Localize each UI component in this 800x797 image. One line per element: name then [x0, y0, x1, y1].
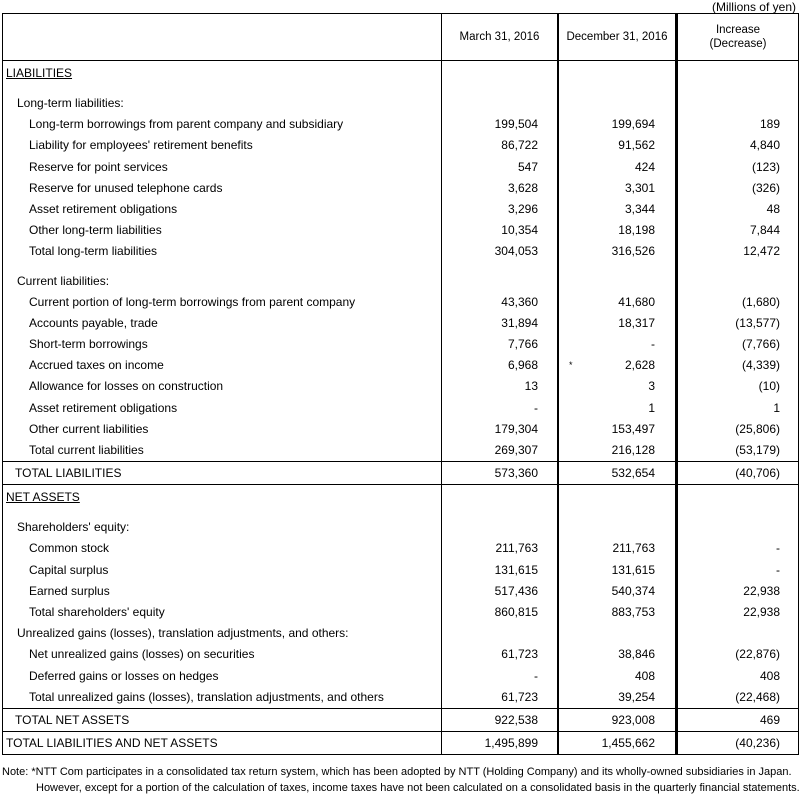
value-december: 532,654: [557, 462, 677, 484]
table-row: [3, 178, 798, 199]
row-label: TOTAL LIABILITIES: [15, 466, 122, 481]
row-label: Other long-term liabilities: [29, 223, 162, 238]
value-december: 424: [557, 157, 677, 178]
row-label: Current portion of long-term borrowings from parent company: [29, 294, 356, 309]
value-increase: 4,840: [677, 135, 798, 156]
value-increase: (40,236): [677, 732, 798, 754]
value-march: 10,354: [441, 220, 557, 241]
value-march: 86,722: [441, 135, 557, 156]
value-december: 883,753: [557, 602, 677, 623]
row-label: Asset retirement obligations: [29, 400, 178, 415]
table-row: [3, 376, 798, 397]
value-march: 61,723: [441, 687, 557, 708]
table-row: [3, 440, 798, 461]
units-label: (Millions of yen): [711, 0, 796, 14]
value-december: 18,317: [557, 313, 677, 334]
row-label: Accrued taxes on income: [29, 358, 164, 373]
value-march: 1,495,899: [441, 732, 557, 754]
value-increase: (4,339): [677, 355, 798, 376]
value-december: 41,680: [557, 292, 677, 313]
value-increase: 7,844: [677, 220, 798, 241]
value-december: 923,008: [557, 709, 677, 731]
value-march: 43,360: [441, 292, 557, 313]
value-increase: 48: [677, 199, 798, 220]
value-december: 216,128: [557, 440, 677, 461]
table-row: [3, 687, 798, 708]
value-march: 269,307: [441, 440, 557, 461]
table-row: [3, 581, 798, 602]
table-row: [3, 157, 798, 178]
value-december: 3,344: [557, 199, 677, 220]
value-march: 6,968: [441, 355, 557, 376]
row-label: Reserve for unused telephone cards: [29, 180, 223, 195]
footnote: [2, 764, 800, 796]
value-increase: (7,766): [677, 334, 798, 355]
unrealized-rows: [3, 644, 798, 708]
value-december: 199,694: [557, 114, 677, 135]
value-march: -: [441, 666, 557, 687]
table-row: [3, 602, 798, 623]
footnote-line-2: However, except for a portion of the calculation of taxes, income taxes have not been calculated on a consolidated basis in the quarterly financial statements.: [36, 782, 800, 794]
grand-total-row: [3, 732, 798, 754]
subsection-heading: [3, 517, 798, 538]
value-december: 38,846: [557, 644, 677, 665]
table-row: [3, 538, 798, 559]
value-december: 18,198: [557, 220, 677, 241]
long-term-heading: Long-term liabilities:: [17, 96, 124, 110]
table-row: [3, 355, 798, 376]
value-increase: (10): [677, 376, 798, 397]
value-march: 131,615: [441, 560, 557, 581]
value-march: 31,894: [441, 313, 557, 334]
value-march: 922,538: [441, 709, 557, 731]
header-increase-line2: (Decrease): [709, 38, 767, 50]
long-term-rows: [3, 114, 798, 262]
value-march: 7,766: [441, 334, 557, 355]
value-increase: 189: [677, 114, 798, 135]
table-row: [3, 666, 798, 687]
row-label: Total shareholders' equity: [29, 604, 165, 619]
header-december: December 31, 2016: [557, 14, 677, 60]
value-december: 316,526: [557, 241, 677, 262]
value-december: 3,301: [557, 178, 677, 199]
value-increase: (123): [677, 157, 798, 178]
row-label: Liability for employees' retirement benefits: [29, 138, 253, 153]
value-march: 517,436: [441, 581, 557, 602]
value-december: 91,562: [557, 135, 677, 156]
footnote-line-1: Note: *NTT Com participates in a consolidated tax return system, which has been adopted by NTT (Holding Company) and its wholly-owned subsidiaries in Japan.: [2, 766, 792, 778]
value-increase: 12,472: [677, 241, 798, 262]
value-december: 1: [557, 398, 677, 419]
value-increase: 22,938: [677, 602, 798, 623]
subsection-heading: [3, 623, 798, 644]
value-march: 61,723: [441, 644, 557, 665]
value-december: 153,497: [557, 419, 677, 440]
header-increase-line1: Increase: [715, 24, 761, 36]
row-label: Allowance for losses on construction: [29, 379, 224, 394]
value-december: 540,374: [557, 581, 677, 602]
row-label: Earned surplus: [29, 583, 110, 598]
subsection-heading: [3, 271, 798, 292]
row-label: Common stock: [29, 541, 110, 556]
equity-heading: Shareholders' equity:: [17, 520, 130, 535]
row-label: TOTAL LIABILITIES AND NET ASSETS: [6, 735, 218, 750]
value-march: 304,053: [441, 241, 557, 262]
value-december: 3: [557, 376, 677, 397]
equity-rows: [3, 538, 798, 623]
value-increase: (25,806): [677, 419, 798, 440]
section-liabilities: [3, 61, 798, 85]
table-row: [3, 114, 798, 135]
row-label: Capital surplus: [29, 562, 109, 577]
table-row: [3, 334, 798, 355]
row-label: Reserve for point services: [29, 159, 168, 174]
footnote-mark: *: [569, 360, 573, 371]
row-label: Total current liabilities: [29, 443, 144, 457]
value-december: 1,455,662: [557, 732, 677, 754]
row-label: Total long-term liabilities: [29, 244, 158, 259]
row-label: Net unrealized gains (losses) on securities: [29, 647, 255, 662]
value-december: -: [557, 334, 677, 355]
total-net-assets-row: [3, 708, 798, 732]
value-march: 13: [441, 376, 557, 397]
value-december-text: 2,628: [624, 358, 655, 373]
table-row: [3, 644, 798, 665]
value-increase: (22,876): [677, 644, 798, 665]
table-row: [3, 199, 798, 220]
value-march: 3,296: [441, 199, 557, 220]
value-march: 547: [441, 157, 557, 178]
spacer: [3, 509, 798, 517]
table-row: [3, 292, 798, 313]
subsection-heading: [3, 93, 798, 114]
current-rows: [3, 292, 798, 462]
table-header: [3, 14, 798, 61]
value-increase: (1,680): [677, 292, 798, 313]
value-december: 39,254: [557, 687, 677, 708]
value-increase: 22,938: [677, 581, 798, 602]
row-label: Deferred gains or losses on hedges: [29, 668, 219, 683]
row-label: Short-term borrowings: [29, 337, 148, 352]
value-increase: 408: [677, 666, 798, 687]
value-december: 131,615: [557, 560, 677, 581]
value-march: 573,360: [441, 462, 557, 484]
table-row: [3, 419, 798, 440]
section-heading: NET ASSETS: [6, 490, 80, 505]
unrealized-heading: Unrealized gains (losses), translation adjustments, and others:: [17, 626, 349, 641]
value-increase: (326): [677, 178, 798, 199]
row-label: Total unrealized gains (losses), translation adjustments, and others: [29, 689, 384, 704]
balance-sheet-table: [2, 13, 799, 755]
value-increase: (13,577): [677, 313, 798, 334]
header-increase: [677, 14, 798, 60]
spacer: [3, 85, 798, 93]
row-label: Other current liabilities: [29, 421, 149, 436]
value-increase: -: [677, 560, 798, 581]
current-heading: Current liabilities:: [17, 273, 110, 288]
row-label: Asset retirement obligations: [29, 201, 178, 216]
value-december: 211,763: [557, 538, 677, 559]
value-december: [557, 355, 677, 376]
value-december: 408: [557, 666, 677, 687]
table-row: [3, 241, 798, 262]
section-net-assets: [3, 485, 798, 509]
value-increase: 1: [677, 398, 798, 419]
spacer: [3, 263, 798, 271]
value-march: 179,304: [441, 419, 557, 440]
table-row: [3, 398, 798, 419]
value-march: 3,628: [441, 178, 557, 199]
header-march: March 31, 2016: [441, 14, 557, 60]
value-increase: 469: [677, 709, 798, 731]
value-march: 199,504: [441, 114, 557, 135]
value-increase: (22,468): [677, 687, 798, 708]
value-increase: -: [677, 538, 798, 559]
total-liabilities-row: [3, 461, 798, 485]
table-row: [3, 313, 798, 334]
value-march: 211,763: [441, 538, 557, 559]
header-label-cell: [3, 14, 441, 60]
value-march: -: [441, 398, 557, 419]
value-increase: (53,179): [677, 440, 798, 461]
row-label: TOTAL NET ASSETS: [15, 712, 130, 727]
table-row: [3, 220, 798, 241]
table-row: [3, 560, 798, 581]
row-label: Accounts payable, trade: [29, 315, 158, 330]
section-heading: LIABILITIES: [6, 66, 73, 80]
value-march: 860,815: [441, 602, 557, 623]
row-label: Long-term borrowings from parent company and subsidiary: [29, 117, 344, 132]
value-increase: (40,706): [677, 462, 798, 484]
table-row: [3, 135, 798, 156]
